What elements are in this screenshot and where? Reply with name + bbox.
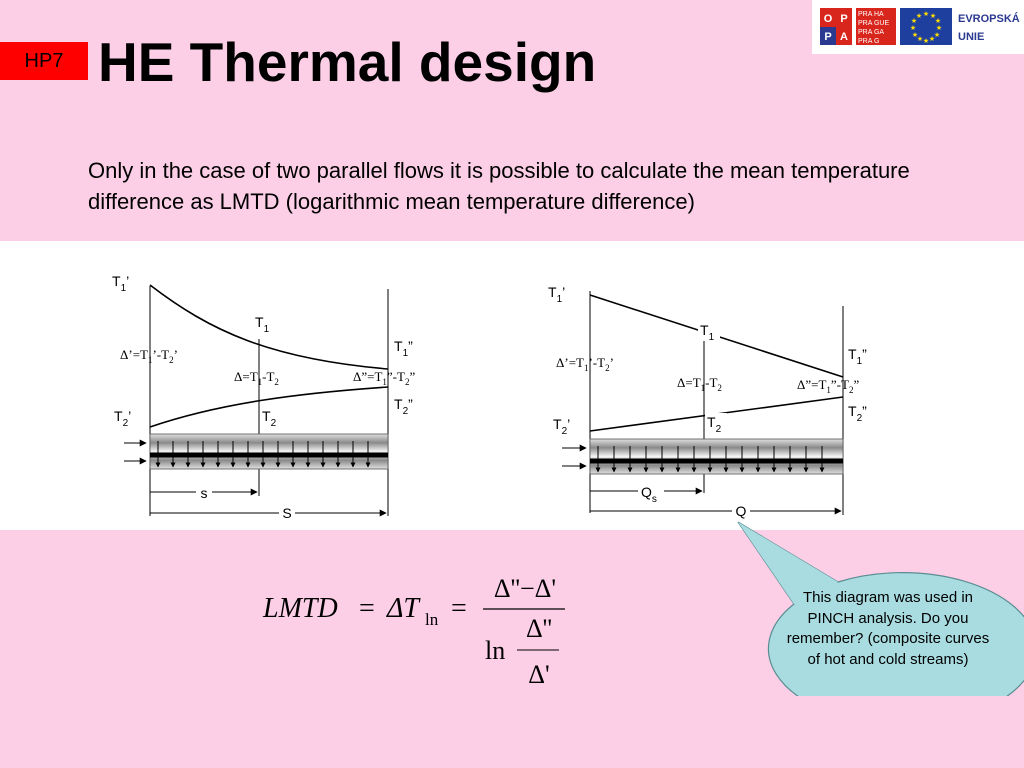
formula-numerator: Δ''−Δ' [493, 574, 557, 603]
label-T1: $T_1$ [700, 322, 715, 343]
label-T2-out: $T_2$” [848, 403, 867, 424]
svg-text:★: ★ [911, 32, 919, 39]
svg-text:★: ★ [909, 25, 917, 32]
svg-text:★: ★ [910, 18, 918, 25]
formula-lhs: LMTD [263, 593, 338, 624]
formula-delta-t: ΔT [387, 593, 420, 624]
eu-label: EVROPSKÁ [958, 13, 1020, 25]
label-delta-out: $\Delta”=T_1”-T_2$” [797, 377, 860, 395]
label-delta: $\Delta=T_1-T_2$ [677, 375, 722, 393]
opp-letter: P [840, 13, 848, 25]
label-delta-in: $\Delta’=T_1’-T_2$’ [556, 355, 614, 373]
formula-ln: ln [485, 636, 506, 665]
label-T2: $T_2$ [262, 408, 277, 429]
praha-line: PRA GA [858, 29, 885, 36]
opp-letter: O [823, 13, 833, 25]
label-T2: $T_2$ [707, 414, 722, 435]
parallel-flow-diagrams [0, 241, 1024, 530]
praha-line: PRA G [858, 38, 880, 45]
svg-text:★: ★ [929, 13, 937, 20]
label-delta: $\Delta=T_1-T_2$ [234, 369, 279, 387]
S-label: S [282, 505, 292, 521]
left-diagram [112, 273, 415, 521]
opp-letter: P [824, 31, 832, 43]
opp-letter: A [840, 31, 848, 43]
slide-title: HE Thermal design [98, 31, 597, 93]
heat-exchanger-pipe [150, 434, 388, 469]
eu-label: UNIE [958, 31, 985, 43]
formula-equals: = [359, 593, 375, 624]
label-delta-in: $\Delta’=T_1’-T_2$’ [120, 347, 178, 365]
label-T1-out: $T_1$” [394, 338, 413, 359]
logo-bar [812, 0, 1024, 54]
callout-text: This diagram was used in PINCH analysis. Do you remember? (composite curves of hot and cold streams) [786, 589, 990, 668]
qs-label: $Q_s$ [641, 484, 657, 505]
label-T1-in: $T_1$’ [112, 273, 130, 294]
label-T1-out: $T_1$” [848, 346, 867, 367]
label-T1-in: $T_1$’ [548, 284, 566, 305]
s-label: s [200, 485, 208, 501]
Q-label: Q [735, 503, 747, 519]
right-diagram [548, 284, 867, 519]
label-delta-out: $\Delta”=T_1”-T_2$” [353, 369, 416, 387]
slide-number-badge: HP7 [0, 42, 88, 80]
intro-paragraph: Only in the case of two parallel flows it is possible to calculate the mean temperature difference as LMTD (logarithmic mean temperature difference) [88, 158, 910, 214]
svg-text:★: ★ [915, 13, 923, 20]
praha-line: PRA HA [858, 11, 884, 18]
svg-text:★: ★ [933, 32, 941, 39]
formula-subscript-ln: ln [425, 610, 439, 629]
label-T1: $T_1$ [255, 314, 270, 335]
svg-text:★: ★ [934, 18, 942, 25]
svg-text:★: ★ [922, 11, 930, 18]
label-T2-in: $T_2$’ [114, 408, 132, 429]
formula-equals-2: = [451, 593, 467, 624]
svg-text:★: ★ [935, 25, 943, 32]
label-T2-in: $T_2$’ [553, 416, 571, 437]
svg-text:★: ★ [916, 36, 924, 43]
opp-logo [820, 8, 852, 45]
svg-text:★: ★ [928, 36, 936, 43]
heat-exchanger-pipe [590, 439, 843, 474]
praha-line: PRA GUE [858, 20, 890, 27]
lmtd-formula [255, 565, 585, 695]
svg-text:★: ★ [922, 38, 930, 45]
formula-inner-numerator: Δ'' [525, 614, 553, 643]
praha-logo [856, 8, 896, 45]
eu-flag-icon [900, 8, 952, 45]
formula-inner-denominator: Δ' [528, 660, 550, 689]
label-T2-out: $T_2$” [394, 396, 413, 417]
